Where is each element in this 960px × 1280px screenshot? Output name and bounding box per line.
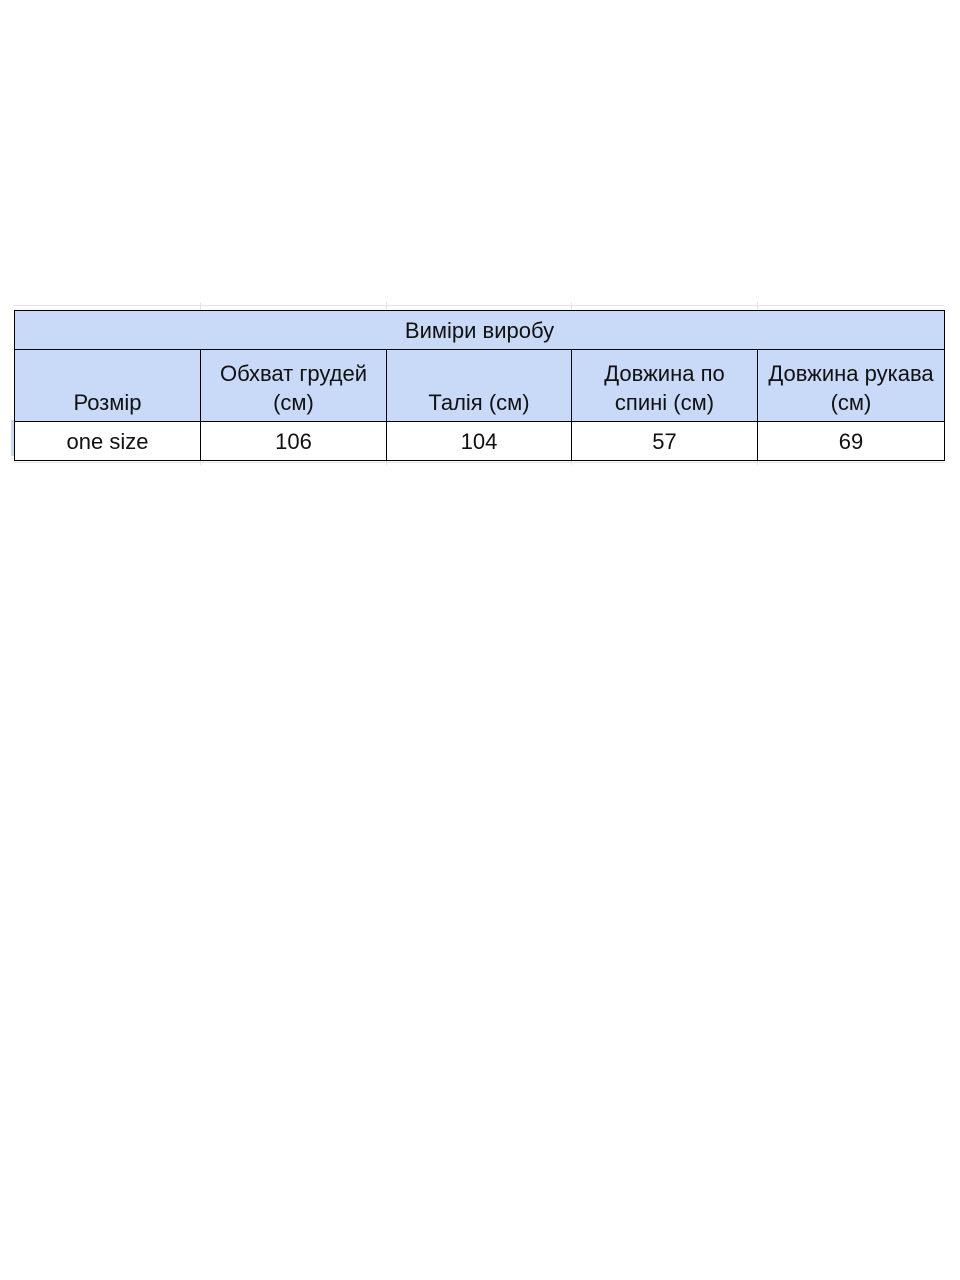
header-waist: Талія (см): [387, 350, 572, 422]
header-size: Розмір: [15, 350, 201, 422]
gridline: [386, 302, 387, 310]
header-chest: Обхват грудей (см): [201, 350, 387, 422]
table-title: Виміри виробу: [15, 311, 945, 350]
title-row: [15, 311, 945, 350]
size-chart-table: [14, 310, 945, 461]
cell-chest: 106: [201, 422, 387, 461]
cell-back-length: 57: [572, 422, 758, 461]
cell-waist: 104: [387, 422, 572, 461]
gridline: [14, 462, 944, 463]
gridline: [200, 302, 201, 310]
cell-sleeve-length: 69: [758, 422, 945, 461]
cell-size: one size: [15, 422, 201, 461]
gridline: [571, 302, 572, 310]
gridline: [14, 305, 944, 306]
header-sleeve-length: Довжина рукава (см): [758, 350, 945, 422]
header-row: [15, 350, 945, 422]
table-row: [15, 422, 945, 461]
gridline: [757, 302, 758, 310]
header-back-length: Довжина по спині (см): [572, 350, 758, 422]
